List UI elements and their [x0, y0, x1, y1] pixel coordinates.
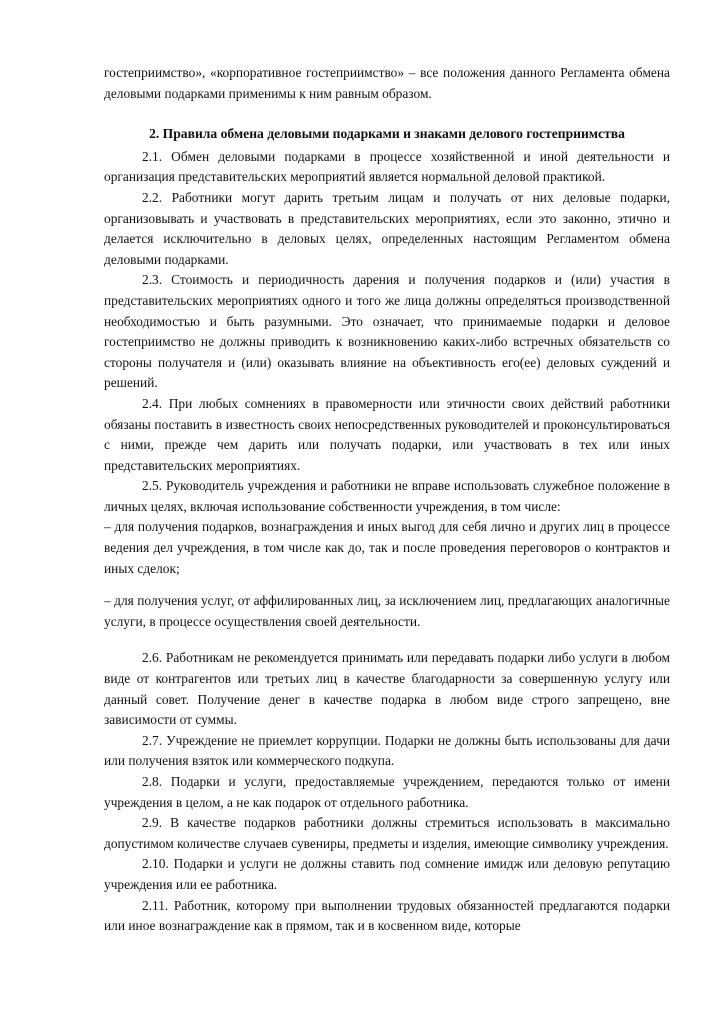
paragraph-2-4: 2.4. При любых сомнениях в правомерности или этичности своих действий работники обязаны поставить в известность своих непосредственных руководителей и проконсультироваться с ними, прежде чем дарить или получать подарки, или участвовать в тех или иных представительских мероприятиях.	[104, 395, 670, 473]
spacer	[104, 579, 670, 591]
intro-paragraph: гостеприимство», «корпоративное гостеприимство» – все положения данного Регламента обмена деловыми подарками применимы к ним равным образом.	[104, 65, 670, 101]
list-item-services: – для получения услуг, от аффилированных лиц, за исключением лиц, предлагающих аналогичные услуги, в процессе осуществления своей деятельности.	[104, 593, 670, 629]
paragraph-2-7: 2.7. Учреждение не приемлет коррупции. Подарки не должны быть использованы для дачи или получения взяток или коммерческого подкупа.	[104, 732, 670, 769]
spacer	[104, 632, 670, 648]
paragraph-2-5: 2.5. Руководитель учреждения и работники не вправе использовать служебное положение в личных целях, включая использование собственности учреждения, в том числе:	[104, 478, 670, 514]
paragraph-2-8: 2.8. Подарки и услуги, предоставляемые учреждением, передаются только от имени учреждения в целом, а не как подарок от отдельного работника.	[104, 774, 670, 810]
paragraph-2-6: 2.6. Работникам не рекомендуется принимать или передавать подарки либо услуги в любом виде от контрагентов или третьих лиц в качестве благодарности за совершенную услугу или данный совет. Получение денег в качестве подарка в любом виде строго запрещено, вне зависимости от суммы.	[104, 650, 670, 728]
paragraph-2-1: 2.1. Обмен деловыми подарками в процессе хозяйственной и иной деятельности и организация представительских мероприятий является нормальной деловой практикой.	[104, 148, 670, 185]
paragraph-2-11: 2.11. Работник, которому при выполнении трудовых обязанностей предлагаются подарки или иное вознаграждение как в прямом, так и в косвенном виде, которые	[104, 897, 670, 934]
paragraph-2-2: 2.2. Работники могут дарить третьим лицам и получать от них деловые подарки, организовывать и участвовать в представительских мероприятиях, если это законно, этично и делается исключительно в деловых целях, определенных настоящим Регламентом обмена деловыми подарками.	[104, 189, 670, 267]
list-item-gifts: – для получения подарков, вознаграждения и иных выгод для себя лично и других лиц в процессе ведения дел учреждения, в том числе как до, так и после проведения переговоров о контрактов и иных сделок;	[104, 519, 670, 576]
paragraph-2-3: 2.3. Стоимость и периодичность дарения и получения подарков и (или) участия в представительских мероприятиях одного и того же лица должны определяться производственной необходимостью и быть разумными. Это означает, что принимаемые подарки и деловое гостеприимство не должны приводить к возникновению каких-либо встречных обязательств со стороны получателя и (или) оказывать влияние на объективность его(ее) деловых суждений и решений.	[104, 272, 670, 391]
section-heading: 2. Правила обмена деловыми подарками и знаками делового гостеприимства	[149, 126, 625, 142]
document-page	[104, 63, 670, 937]
paragraph-2-9: 2.9. В качестве подарков работники должны стремиться использовать в максимально допустимом количестве случаев сувениры, предметы и изделия, имеющие символику учреждения.	[104, 815, 670, 851]
paragraph-2-10: 2.10. Подарки и услуги не должны ставить под сомнение имидж или деловую репутацию учреждения или ее работника.	[104, 856, 670, 892]
